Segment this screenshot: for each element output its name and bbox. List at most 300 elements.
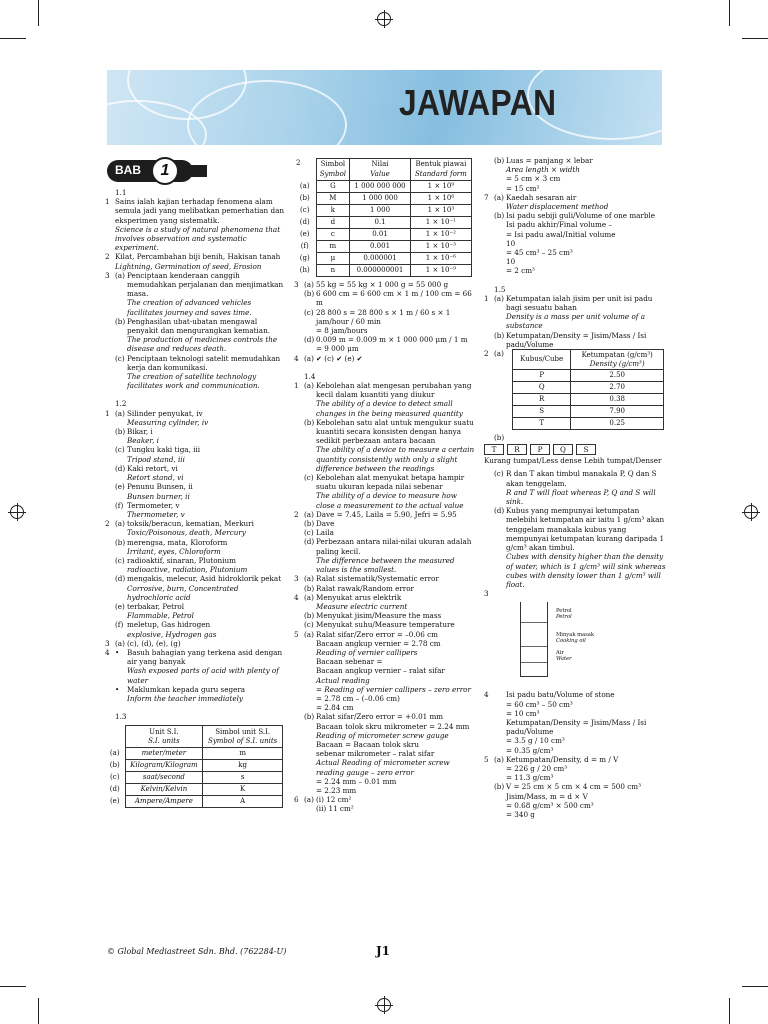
list-item	[105, 298, 285, 316]
item-text: Menyukat arus elektrik	[316, 592, 402, 602]
list-item	[484, 700, 666, 709]
item-letter: (a)	[115, 408, 125, 418]
order-box: Q	[553, 444, 573, 455]
column-2-list	[294, 280, 476, 814]
item-number: 6	[294, 795, 299, 805]
item-letter: (b)	[115, 427, 126, 437]
item-letter: (a)	[494, 192, 504, 202]
item-letter	[494, 736, 506, 745]
list-item	[294, 491, 476, 509]
list-item	[484, 764, 666, 773]
row-label: (a)	[299, 181, 310, 190]
item-text: Bikar, i	[127, 427, 153, 437]
table-row	[294, 241, 472, 253]
item-number	[484, 165, 494, 174]
item-number	[105, 712, 115, 721]
item-letter: •	[115, 647, 120, 657]
cube-cell: T	[513, 418, 571, 430]
item-text: Dave = 7.45, Laila = 5.90, Jefri = 5.95	[316, 509, 457, 519]
item-number: 1	[294, 381, 299, 391]
item-number	[484, 248, 494, 257]
item-number: 3	[294, 280, 299, 289]
item-text: merengsa, mata, Kloroform	[127, 537, 228, 547]
item-letter	[115, 510, 127, 519]
beaker-label-en: Cooking oil	[556, 638, 586, 645]
item-letter	[494, 792, 506, 801]
value-cell: 0.01	[350, 229, 411, 241]
section-heading	[105, 712, 285, 721]
item-number: 4	[294, 592, 299, 602]
item-text: 6 600 cm = 6 600 cm × 1 m / 100 cm = 66 m	[316, 289, 472, 308]
item-text: = 10 cm³	[506, 708, 540, 718]
item-text: Termometer, v	[127, 500, 180, 510]
item-letter	[304, 703, 316, 712]
table-header	[350, 159, 411, 181]
item-text: Corrosive, burn, Concentrated hydrochloric acid	[127, 583, 239, 602]
item-letter	[494, 810, 506, 819]
item-number	[484, 220, 494, 229]
item-text: = 0.68 g/cm³ × 500 cm³	[506, 800, 594, 810]
list-item	[105, 473, 285, 482]
item-number	[484, 488, 494, 506]
item-number: 5	[484, 754, 489, 764]
table-header-row	[294, 159, 472, 181]
item-letter: (a)	[304, 280, 314, 289]
item-letter	[115, 492, 127, 501]
item-letter: (a)	[494, 754, 504, 764]
value-cell: 0.001	[350, 241, 411, 253]
symbol-cell: μ	[316, 253, 350, 265]
item-letter: (b)	[494, 156, 505, 165]
item-text: Reading of micrometer screw gauge	[316, 730, 449, 740]
value-cell: 0.000000001	[350, 265, 411, 277]
column-3-list-b	[484, 469, 666, 598]
list-item	[484, 782, 666, 791]
registration-mark-icon	[744, 505, 758, 519]
table-row	[105, 772, 283, 784]
item-number	[105, 620, 115, 629]
item-text: Kilat, Percambahan biji benih, Hakisan tanah	[115, 252, 281, 262]
item-text: Penunu Bunsen, ii	[127, 482, 193, 492]
item-number	[294, 399, 304, 417]
item-number	[105, 556, 115, 565]
order-box: T	[484, 444, 504, 455]
list-item	[105, 427, 285, 436]
item-number	[484, 709, 494, 718]
standard-form-cell: 1 × 10⁻⁶	[410, 253, 471, 265]
item-text: = 11.3 g/cm³	[506, 773, 554, 783]
item-letter: (b)	[494, 433, 505, 443]
unit-cell: Kilogram/Kilogram	[125, 760, 203, 772]
item-letter: (a)	[494, 293, 504, 303]
item-letter: (c)	[115, 555, 125, 565]
header-symbol-en: Symbol of S.I. units	[208, 736, 278, 745]
list-item	[294, 326, 476, 335]
list-item	[484, 469, 666, 487]
list-item	[484, 801, 666, 810]
list-item	[484, 312, 666, 330]
item-letter: (d)	[494, 506, 505, 516]
list-item	[294, 731, 476, 740]
table-header	[203, 726, 283, 748]
item-letter: (d)	[115, 463, 126, 473]
item-letter	[494, 709, 506, 718]
list-item	[105, 409, 285, 418]
item-letter	[494, 230, 506, 239]
table-row	[105, 760, 283, 772]
item-text: ✔ (c) ✔ (e) ✔	[316, 353, 363, 363]
item-text: radioactive, radiation, Plutonium	[127, 565, 248, 575]
table-row	[294, 181, 472, 193]
item-number	[105, 473, 115, 482]
page-title: JAWAPAN	[399, 82, 557, 123]
item-number	[484, 782, 494, 791]
list-item	[105, 436, 285, 445]
row-label: (d)	[109, 785, 120, 794]
item-letter: (a)	[115, 270, 125, 280]
item-number: 5	[294, 629, 299, 639]
item-letter	[494, 165, 506, 174]
item-number	[294, 703, 304, 712]
item-number	[294, 611, 304, 620]
item-text: reading gauge – zero error	[316, 767, 414, 777]
row-label: (e)	[299, 229, 310, 238]
list-item	[294, 445, 476, 473]
item-letter	[115, 436, 127, 445]
column-3-list-c	[484, 690, 666, 819]
table-corner	[105, 726, 125, 748]
item-number: 2	[484, 349, 489, 359]
list-item	[484, 220, 666, 229]
item-text: Isi padu sebiji guli/Volume of one marble	[506, 211, 656, 221]
crop-mark	[38, 998, 39, 1024]
density-cell: 2.50	[571, 370, 664, 382]
unit-cell: Kelvin/Kelvin	[125, 784, 203, 796]
row-label: (b)	[109, 761, 120, 770]
item-letter: (a)	[304, 381, 314, 391]
item-letter	[494, 718, 506, 736]
item-letter	[115, 418, 127, 427]
item-text: = 9 000 μm	[316, 344, 359, 354]
item-letter: (b)	[115, 316, 126, 326]
page-number: J1	[376, 944, 391, 958]
item-number	[294, 768, 304, 777]
symbol-cell: kg	[203, 760, 283, 772]
list-item	[294, 648, 476, 657]
item-text: (i) 12 cm²	[316, 795, 352, 805]
column-1	[105, 188, 285, 808]
item-number	[105, 694, 115, 703]
item-text: = 8 jam/hours	[316, 326, 368, 336]
item-letter	[304, 804, 316, 813]
item-text: Basuh bahagian yang terkena asid dengan air yang banyak	[127, 647, 283, 667]
item-number	[105, 445, 115, 454]
item-letter: •	[115, 684, 120, 694]
item-letter	[304, 749, 316, 758]
item-text: Luas = panjang × lebar	[506, 156, 593, 165]
order-box: P	[530, 444, 550, 455]
list-item	[294, 280, 476, 289]
symbol-cell: k	[316, 205, 350, 217]
list-item	[484, 792, 666, 801]
item-text: Actual Reading of micrometer screw	[316, 758, 450, 768]
item-number	[105, 262, 115, 271]
density-order	[484, 433, 666, 466]
item-number	[294, 804, 304, 813]
density-cell: 2.70	[571, 382, 664, 394]
list-item	[105, 372, 285, 390]
item-number	[105, 418, 115, 427]
item-number	[484, 211, 494, 220]
item-text: radioaktif, sinaran, Plutonium	[127, 555, 236, 565]
list-item	[294, 344, 476, 353]
list-item	[105, 225, 285, 253]
list-item	[294, 685, 476, 694]
item-number	[105, 630, 115, 639]
header-symbol-en: Symbol	[319, 169, 347, 178]
list-item	[105, 188, 285, 197]
item-letter: (f)	[115, 500, 124, 510]
list-item	[484, 773, 666, 782]
item-text: V = 25 cm × 5 cm × 4 cm = 500 cm³	[506, 782, 641, 792]
item-text: 10	[506, 238, 516, 248]
list-item	[484, 202, 666, 211]
list-item	[105, 455, 285, 464]
list-item	[484, 506, 666, 552]
item-number: 3	[484, 589, 489, 599]
item-number: 4	[105, 647, 110, 657]
item-number	[484, 764, 494, 773]
item-text: = 2.23 mm	[316, 785, 357, 795]
item-text: Tripod stand, iii	[127, 454, 185, 464]
list-item	[484, 755, 666, 764]
item-text: The difference between the measured values is the smallest.	[316, 555, 455, 575]
item-number: 1	[105, 197, 110, 207]
item-number	[105, 225, 115, 253]
item-letter	[115, 565, 127, 574]
item-number	[294, 657, 304, 666]
list-item	[294, 786, 476, 795]
standard-form-cell: 1 × 10⁻²	[410, 229, 471, 241]
item-number	[484, 801, 494, 810]
list-item	[294, 399, 476, 417]
item-number: 2	[105, 519, 110, 529]
item-text: = 15 cm²	[506, 183, 540, 193]
unit-cell: saat/second	[125, 772, 203, 784]
item-number	[105, 666, 115, 684]
value-cell: 1 000 000	[350, 193, 411, 205]
item-letter	[304, 731, 316, 740]
item-letter	[115, 547, 127, 556]
item-letter: (a)	[304, 592, 314, 602]
item-number	[294, 528, 304, 537]
item-text: The ability of a device to measure how close a measurement to the actual value	[316, 491, 464, 510]
symbol-cell: c	[316, 229, 350, 241]
item-number	[105, 584, 115, 602]
item-text: Kaedah sesaran air	[506, 192, 577, 202]
item-number	[294, 758, 304, 767]
crop-mark	[38, 0, 39, 26]
list-item	[294, 584, 476, 593]
item-letter	[494, 220, 506, 229]
value-cell: 1 000 000 000	[350, 181, 411, 193]
item-letter	[304, 399, 316, 417]
beaker-icon	[520, 602, 548, 677]
badge-tail	[177, 165, 207, 177]
item-letter	[304, 666, 316, 675]
table-header	[571, 350, 664, 370]
item-text: Ralat sifar/Zero error = –0.06 cm	[316, 629, 438, 639]
list-item	[105, 565, 285, 574]
item-letter	[494, 248, 506, 257]
item-number	[484, 239, 494, 248]
row-label: (e)	[109, 797, 120, 806]
cube-cell: P	[513, 370, 571, 382]
header-symbol: Simbol unit S.I.	[215, 727, 271, 736]
item-number	[484, 174, 494, 183]
column-3	[484, 156, 666, 819]
item-text: = 5 cm × 3 cm	[506, 174, 561, 184]
item-number	[484, 230, 494, 239]
list-item	[105, 602, 285, 611]
row-label: (c)	[110, 773, 120, 782]
item-text: Thermometer, v	[127, 509, 185, 519]
item-text: Ketumpatan/Density = Jisim/Mass / Isi padu/Volume	[506, 330, 647, 349]
header-value: Nilai	[371, 160, 389, 169]
list-item	[484, 294, 666, 312]
item-number	[294, 308, 304, 326]
item-text: Menyukat jisim/Measure the mass	[316, 611, 442, 621]
item-letter: (b)	[304, 519, 315, 529]
row-label: (f)	[300, 241, 309, 250]
header-standard-form-en: Standard form	[415, 169, 467, 178]
beaker-label-en: Petrol	[556, 614, 572, 621]
item-text: R and T will float whereas P, Q and S will sink.	[506, 487, 656, 507]
list-item	[484, 248, 666, 257]
list-item	[105, 648, 285, 666]
item-letter	[304, 676, 316, 685]
item-letter	[304, 758, 316, 767]
item-letter	[304, 602, 316, 611]
item-letter	[304, 786, 316, 795]
section-heading	[294, 372, 476, 381]
list-item	[484, 488, 666, 506]
item-number: 2	[294, 509, 299, 519]
item-letter	[304, 685, 316, 694]
item-text: Kebolehan satu alat untuk mengukur suatu kuantiti secara konsisten dengan hanya sedikit perbezaan antara bacaan	[316, 417, 474, 446]
item-text: = 2.84 cm	[316, 703, 354, 713]
item-number	[294, 584, 304, 593]
list-item	[484, 433, 666, 442]
symbol-cell: M	[316, 193, 350, 205]
item-letter: (c)	[115, 445, 125, 455]
liquid-boundary	[521, 662, 547, 663]
item-number: 4	[484, 690, 489, 700]
item-number	[105, 538, 115, 547]
table-header	[316, 159, 350, 181]
item-text: (ii) 11 cm²	[316, 804, 354, 814]
item-text: = 226 g / 20 cm³	[506, 763, 568, 773]
list-item	[294, 574, 476, 583]
list-item	[294, 381, 476, 399]
item-letter: (f)	[115, 620, 124, 630]
item-number	[294, 537, 304, 555]
item-number	[105, 482, 115, 491]
item-text: Menyukat suhu/Measure temperature	[316, 620, 455, 630]
list-item	[294, 354, 476, 363]
item-text: = Isi padu awal/Initial volume	[506, 229, 616, 239]
list-item	[105, 519, 285, 528]
item-text: explosive, Hydrogen gas	[127, 629, 217, 639]
item-letter: (d)	[304, 335, 315, 345]
item-letter	[115, 666, 127, 684]
item-text: Ketumpatan/Density = Jisim/Mass / Isi padu/Volume	[506, 717, 647, 737]
item-text: Water displacement method	[506, 202, 609, 212]
list-item	[484, 257, 666, 266]
item-letter	[115, 335, 127, 353]
item-letter	[115, 455, 127, 464]
order-axis	[484, 456, 666, 466]
list-item	[105, 556, 285, 565]
item-letter	[115, 694, 127, 703]
beaker-label-bm: Air	[556, 650, 564, 657]
item-number	[105, 427, 115, 436]
beaker-label	[556, 650, 594, 662]
item-number	[105, 317, 115, 335]
item-letter	[494, 239, 506, 248]
item-text: Penciptaan teknologi satelit memudahkan kerja dan komunikasi.	[127, 353, 281, 372]
list-item	[105, 538, 285, 547]
beaker-label	[556, 632, 594, 644]
item-letter: (a)	[494, 349, 504, 359]
list-item	[484, 718, 666, 736]
item-text: = 60 cm³ – 50 cm³	[506, 699, 573, 709]
item-text: Ralat rawak/Random error	[316, 583, 414, 593]
item-letter	[304, 326, 316, 335]
item-number	[294, 418, 304, 446]
less-dense-label: Kurang tumpat/Less dense	[484, 456, 582, 466]
list-item	[484, 331, 666, 349]
item-letter: (a)	[304, 795, 314, 805]
unit-cell: Ampere/Ampere	[125, 796, 203, 808]
crop-mark	[0, 986, 26, 987]
item-text: The creation of advanced vehicles facilitates journey and saves time.	[127, 298, 252, 317]
list-item	[294, 593, 476, 602]
registration-mark-icon	[377, 998, 391, 1012]
table-header	[410, 159, 471, 181]
density-cell: 7.90	[571, 406, 664, 418]
header-value-en: Value	[370, 169, 390, 178]
item-letter	[304, 740, 316, 749]
item-text: Ketumpatan/Density, d = m / V	[506, 754, 619, 764]
list-item	[484, 239, 666, 248]
table-row	[294, 265, 472, 277]
item-text: R dan T akan timbul manakala P, Q dan S akan tenggelam.	[506, 469, 657, 488]
list-item	[105, 574, 285, 583]
item-text: 28 800 s = 28 800 s × 1 m / 60 s × 1 jam/hour / 60 min	[316, 307, 451, 326]
item-letter	[115, 473, 127, 482]
table-row	[513, 382, 664, 394]
item-letter	[494, 202, 506, 211]
item-number	[484, 312, 494, 330]
density-cell: 0.38	[571, 394, 664, 406]
crop-mark	[742, 38, 768, 39]
item-number	[484, 266, 494, 275]
item-text: Maklumkan kepada guru segera	[127, 684, 246, 694]
header-symbol: Simbol	[320, 160, 346, 169]
item-number: 1	[484, 293, 489, 303]
item-letter	[494, 488, 506, 506]
